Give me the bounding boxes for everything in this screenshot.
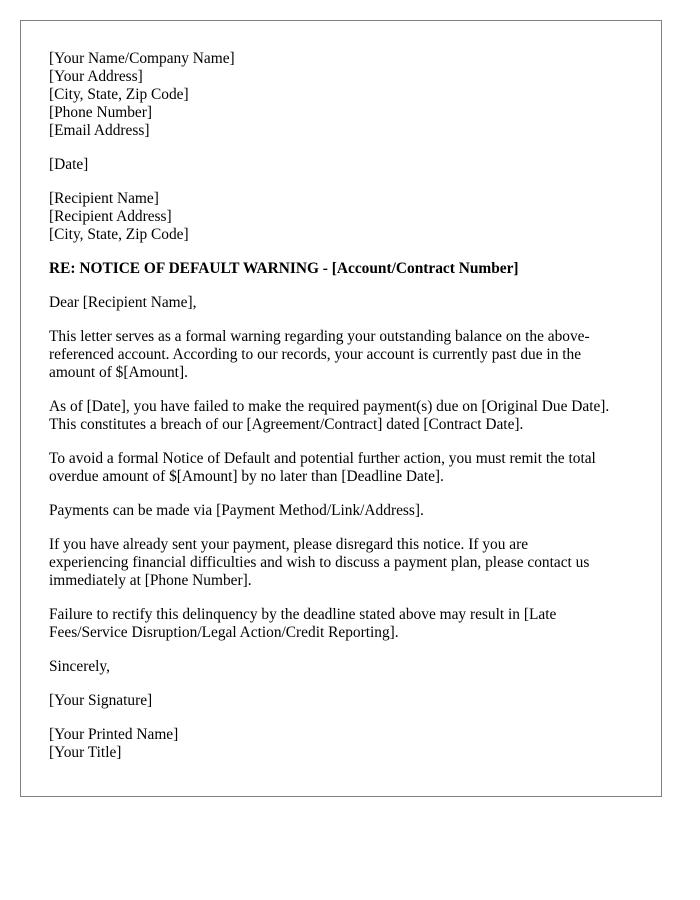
signer-title: [Your Title] (49, 744, 122, 761)
recipient-address: [Recipient Address] (49, 208, 172, 225)
paragraph-line: To avoid a formal Notice of Default and potential further action, you must remit the total (49, 450, 596, 467)
recipient-block (49, 190, 633, 244)
sender-city: [City, State, Zip Code] (49, 86, 189, 103)
body-paragraph-5 (49, 536, 633, 590)
paragraph-line: This letter serves as a formal warning regarding your outstanding balance on the above- (49, 328, 590, 345)
paragraph-line: Failure to rectify this delinquency by the deadline stated above may result in [Late (49, 606, 557, 623)
sender-block (49, 50, 633, 140)
paragraph-line: As of [Date], you have failed to make the required payment(s) due on [Original Due Date]. (49, 398, 610, 415)
body-paragraph-4 (49, 502, 633, 520)
paragraph-line: Payments can be made via [Payment Method/Link/Address]. (49, 502, 424, 519)
sender-name: [Your Name/Company Name] (49, 50, 235, 67)
salutation: Dear [Recipient Name], (49, 294, 197, 311)
recipient-name: [Recipient Name] (49, 190, 159, 207)
sender-email: [Email Address] (49, 122, 150, 139)
letter-date: [Date] (49, 156, 89, 173)
date-block (49, 156, 633, 174)
paragraph-line: immediately at [Phone Number]. (49, 572, 252, 589)
sender-phone: [Phone Number] (49, 104, 153, 121)
subject-line: RE: NOTICE OF DEFAULT WARNING - [Account/Contract Number] (49, 260, 519, 277)
closing: Sincerely, (49, 658, 110, 675)
body-paragraph-1 (49, 328, 633, 382)
paragraph-line: amount of $[Amount]. (49, 364, 188, 381)
body-paragraph-6 (49, 606, 633, 642)
paragraph-line: Fees/Service Disruption/Legal Action/Credit Reporting]. (49, 624, 399, 641)
body-paragraph-2 (49, 398, 633, 434)
paragraph-line: This constitutes a breach of our [Agreement/Contract] dated [Contract Date]. (49, 416, 524, 433)
letter-page (20, 20, 662, 797)
signature: [Your Signature] (49, 692, 153, 709)
recipient-city: [City, State, Zip Code] (49, 226, 189, 243)
signer-block (49, 726, 633, 762)
printed-name: [Your Printed Name] (49, 726, 179, 743)
sender-address: [Your Address] (49, 68, 143, 85)
paragraph-line: referenced account. According to our records, your account is currently past due in the (49, 346, 582, 363)
body-paragraph-3 (49, 450, 633, 486)
paragraph-line: If you have already sent your payment, please disregard this notice. If you are (49, 536, 529, 553)
paragraph-line: experiencing financial difficulties and wish to discuss a payment plan, please contact us (49, 554, 590, 571)
paragraph-line: overdue amount of $[Amount] by no later than [Deadline Date]. (49, 468, 444, 485)
